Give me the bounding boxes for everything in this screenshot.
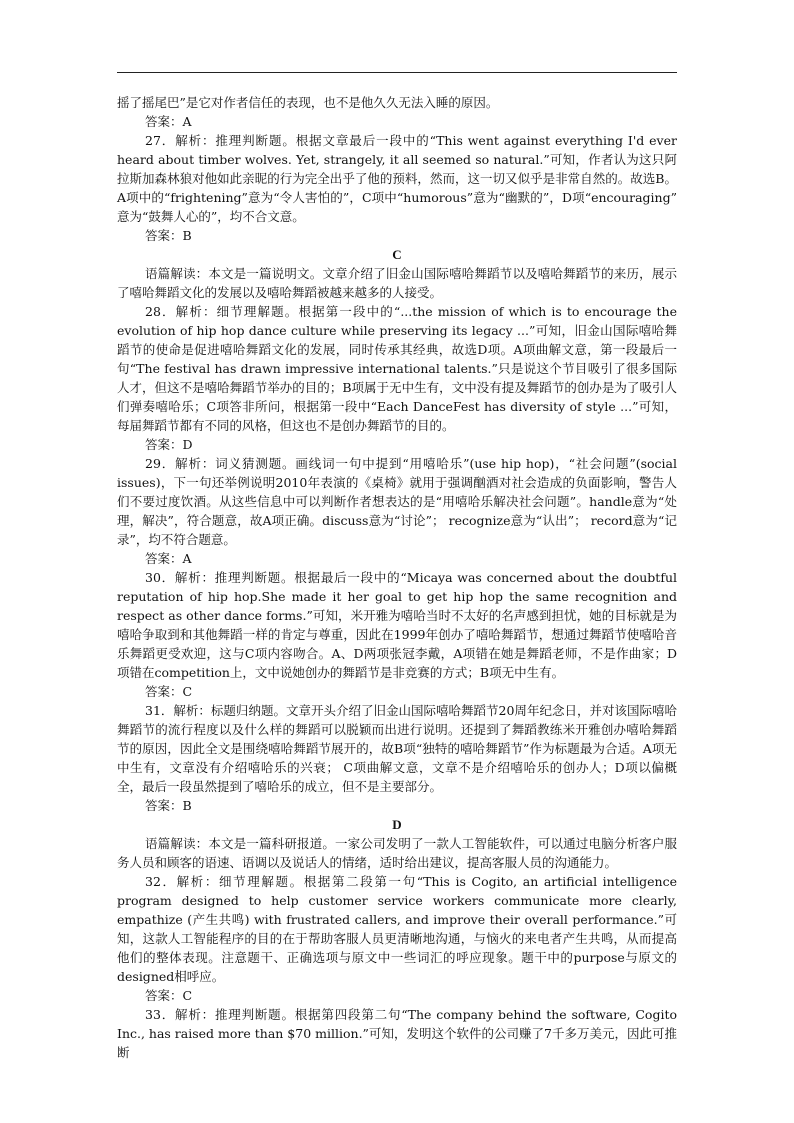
answer-29: 答案：A [145, 551, 192, 566]
explanation-33: 33．解析：推理判断题。根据第四段第二句“The company behind the software, Cogito Inc., has raised more than $70 million.”可知，发明这个软件的公司赚了7千多万美元，因此可推断 [117, 1007, 677, 1060]
passage-reading-d: 语篇解读：本文是一篇科研报道。一家公司发明了一款人工智能软件，可以通过电脑分析客户服务人员和顾客的语速、语调以及说话人的情绪，适时给出建议，提高客服人员的沟通能力。 [117, 836, 677, 870]
section-heading-c: C [392, 247, 402, 262]
explanation-28: 28．解析：细节理解题。根据第一段中的“...the mission of which is to encourage the evolution of hip hop dance culture while preserving its legacy ...”可知，旧金山国际嘻哈舞蹈节的使命是促进嘻哈舞蹈文化的发展，同时传承其经典，故选D项。A项曲解文意，第一段最后一句“The festival has drawn impressive international talents.”只是说这个节目吸引了很多国际人才，但这不是嘻哈舞蹈节举办的目的；B项属于无中生有，文中没有提及舞蹈节的创办是为了吸引人们弹奏嘻哈乐；C项答非所问，根据第一段中“Each DanceFest has diversity of style ...”可知，每届舞蹈节都有不同的风格，但这也不是创办舞蹈节的目的。 [117, 304, 677, 433]
answer-30: 答案：C [145, 684, 193, 699]
answer-27: 答案：B [145, 228, 192, 243]
answer-32: 答案：C [145, 988, 193, 1003]
explanation-32: 32．解析：细节理解题。根据第二段第一句“This is Cogito, an artificial intelligence program designed to help customer service workers communicate more clearly, empathize (产生共鸣) with frustrated callers, and improve their overall performance.”可知，这款人工智能程序的目的在于帮助客服人员更清晰地沟通，与恼火的来电者产生共鸣，从而提高他们的整体表现。注意题干、正确选项与原文中一些词汇的呼应现象。题干中的purpose与原文的designed相呼应。 [117, 874, 677, 984]
explanation-30: 30．解析：推理判断题。根据最后一段中的“Micaya was concerned about the doubtful reputation of hip hop.She made it her goal to get hip hop the same recognition and respect as other dance forms.”可知，米开雅为嘻哈当时不太好的名声感到担忧，她的目标就是为嘻哈争取到和其他舞蹈一样的肯定与尊重，因此在1999年创办了嘻哈舞蹈节，想通过舞蹈节使嘻哈音乐舞蹈更受欢迎，这与C项内容吻合。A、D两项张冠李戴，A项错在她是舞蹈老师，不是作曲家；D项错在competition上，文中说她创办的舞蹈节是非竞赛的方式；B项无中生有。 [117, 570, 677, 680]
answer-26: 答案：A [145, 114, 192, 129]
passage-reading-c: 语篇解读：本文是一篇说明文。文章介绍了旧金山国际嘻哈舞蹈节以及嘻哈舞蹈节的来历，展示了嘻哈舞蹈文化的发展以及嘻哈舞蹈被越来越多的人接受。 [117, 266, 677, 300]
section-heading-d: D [392, 817, 402, 832]
answer-31: 答案：B [145, 798, 192, 813]
explanation-29: 29．解析：词义猜测题。画线词一句中提到“用嘻哈乐”(use hip hop)，“社会问题”(social issues)，下一句还举例说明2010年表演的《桌椅》就用于强调酗酒对社会造成的负面影响，警告人们不要过度饮酒。从这些信息中可以判断作者想表达的是“用嘻哈乐解决社会问题”。handle意为“处理，解决”，符合题意，故A项正确。discuss意为“讨论”； recognize意为“认出”； record意为“记录”，均不符合题意。 [117, 456, 677, 547]
header-rule [117, 72, 677, 73]
explanation-31: 31．解析：标题归纳题。文章开头介绍了旧金山国际嘻哈舞蹈节20周年纪念日，并对该国际嘻哈舞蹈节的流行程度以及什么样的舞蹈可以脱颖而出进行说明。还提到了舞蹈教练米开雅创办嘻哈舞蹈节的原因，因此全文是围绕嘻哈舞蹈节展开的，故B项“独特的嘻哈舞蹈节”作为标题最为合适。A项无中生有，文章没有介绍嘻哈乐的兴衰； C项曲解文意，文章不是介绍嘻哈乐的创办人；D项以偏概全，最后一段虽然提到了嘻哈乐的成立，但不是主要部分。 [117, 703, 677, 794]
document-body [117, 93, 677, 1062]
explanation-27: 27．解析：推理判断题。根据文章最后一段中的“This went against everything I'd ever heard about timber wolves. Yet, strangely, it all seemed so natural.”可知，作者认为这只阿拉斯加森林狼对他如此亲昵的行为完全出乎了他的预料，然而，这一切又似乎是非常自然的。故选B。A项中的“frightening”意为“令人害怕的”，C项中“humorous”意为“幽默的”，D项“encouraging” 意为“鼓舞人心的”，均不合文意。 [117, 133, 677, 224]
paragraph-continuation: 摇了摇尾巴”是它对作者信任的表现，也不是他久久无法入睡的原因。 [117, 95, 499, 110]
answer-28: 答案：D [145, 437, 193, 452]
